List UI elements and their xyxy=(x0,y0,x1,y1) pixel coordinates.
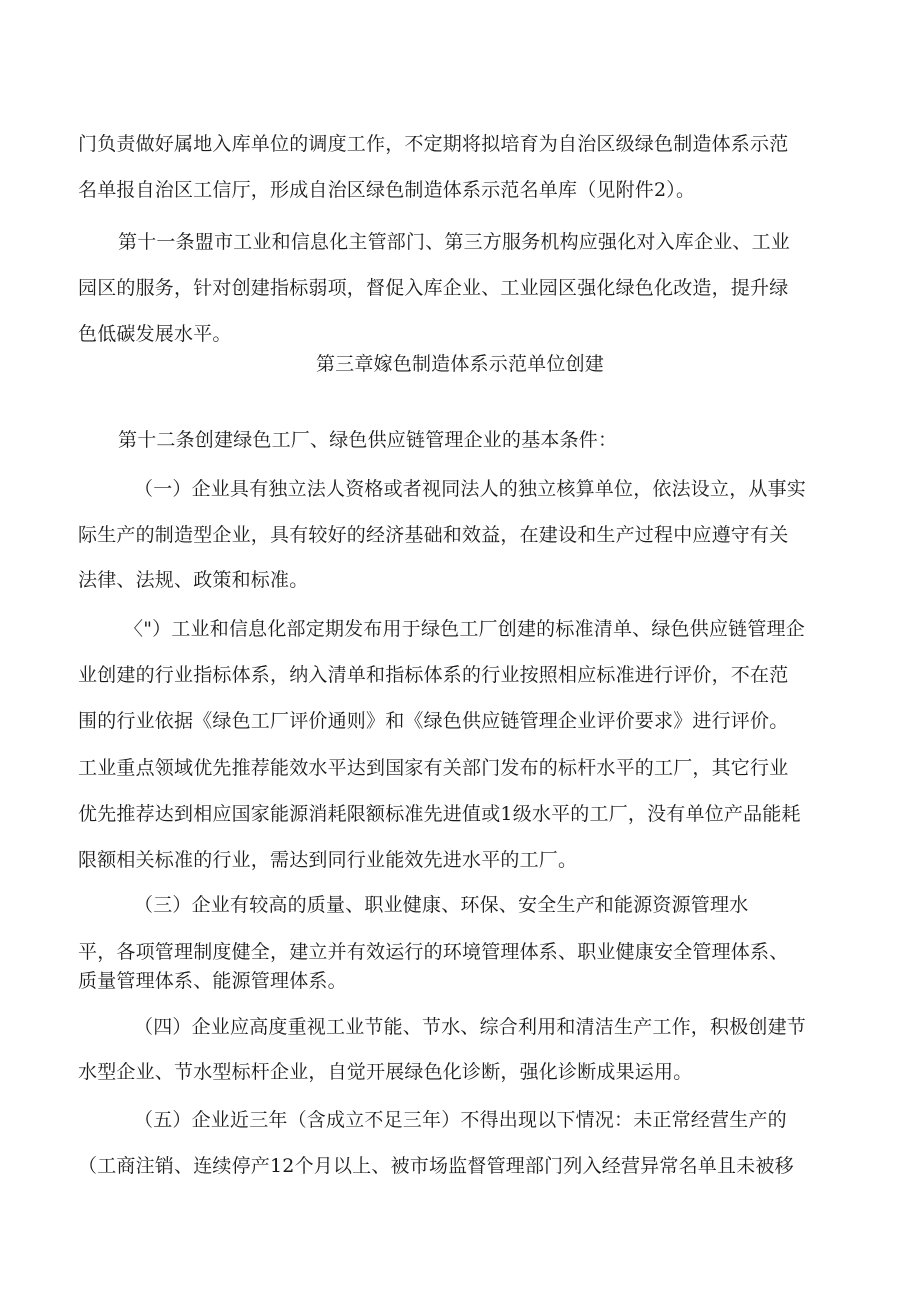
text-line: 限额相关标准的行业，需达到同行业能效先进水平的工厂。 xyxy=(78,849,578,871)
text-line: 业创建的行业指标体系，纳入清单和指标体系的行业按照相应标准进行评价，不在范 xyxy=(78,664,789,686)
text-line: 水型企业、节水型标杆企业，自觉开展绿色化诊断，强化诊断成果运用。 xyxy=(78,1061,693,1083)
text-line: 质量管理体系、能源管理体系。 xyxy=(78,970,347,992)
text-line: 名单报自治区工信厅，形成自治区绿色制造体系示范名单库（见附件2）。 xyxy=(78,179,696,201)
text-line: 际生产的制造型企业，具有较好的经济基础和效益，在建设和生产过程中应遵守有关 xyxy=(78,524,789,546)
text-line: （五）企业近三年（含成立不足三年）不得出现以下情况：未正常经营生产的 xyxy=(134,1109,787,1131)
text-line: 第十一条盟市工业和信息化主管部门、第三方服务机构应强化对入库企业、工业 xyxy=(118,231,791,253)
text-line: 色低碳发展水平。 xyxy=(78,323,232,345)
text-line: 门负责做好属地入库单位的调度工作，不定期将拟培育为自治区级绿色制造体系示范 xyxy=(78,133,789,155)
text-line: 优先推荐达到相应国家能源消耗限额标准先进值或1级水平的工厂，没有单位产品能耗 xyxy=(78,803,801,825)
text-line: 园区的服务，针对创建指标弱项，督促入库企业、工业园区强化绿色化改造，提升绿 xyxy=(78,277,789,299)
text-line: 第十二条创建绿色工厂、绿色供应链管理企业的基本条件： xyxy=(118,429,618,451)
text-line: （三）企业有较高的质量、职业健康、环保、安全生产和能源资源管理水 xyxy=(134,894,749,916)
text-line: 法律、法规、政策和标准。 xyxy=(78,569,309,591)
text-line: （一）企业具有独立法人资格或者视同法人的独立核算单位，依法设立，从事实 xyxy=(134,478,807,500)
text-line: （四）企业应高度重视工业节能、节水、综合利用和清洁生产工作，积极创建节 xyxy=(134,1016,807,1038)
text-line: （工商注销、连续停产12个月以上、被市场监督管理部门列入经营异常名单且未被移 xyxy=(78,1155,794,1177)
text-line: 工业重点领域优先推荐能效水平达到国家有关部门发布的标杆水平的工厂，其它行业 xyxy=(78,757,789,779)
chapter-heading: 第三章嫁色制造体系示范单位创建 xyxy=(315,353,604,375)
text-line: 平，各项管理制度健全，建立并有效运行的环境管理体系、职业健康安全管理体系、 xyxy=(78,941,789,963)
text-line: 围的行业依据《绿色工厂评价通则》和《绿色供应链管理企业评价要求》进行评价。 xyxy=(78,710,789,732)
text-line: 〈"）工业和信息化部定期发布用于绿色工厂创建的标准清单、绿色供应链管理企 xyxy=(124,618,805,640)
